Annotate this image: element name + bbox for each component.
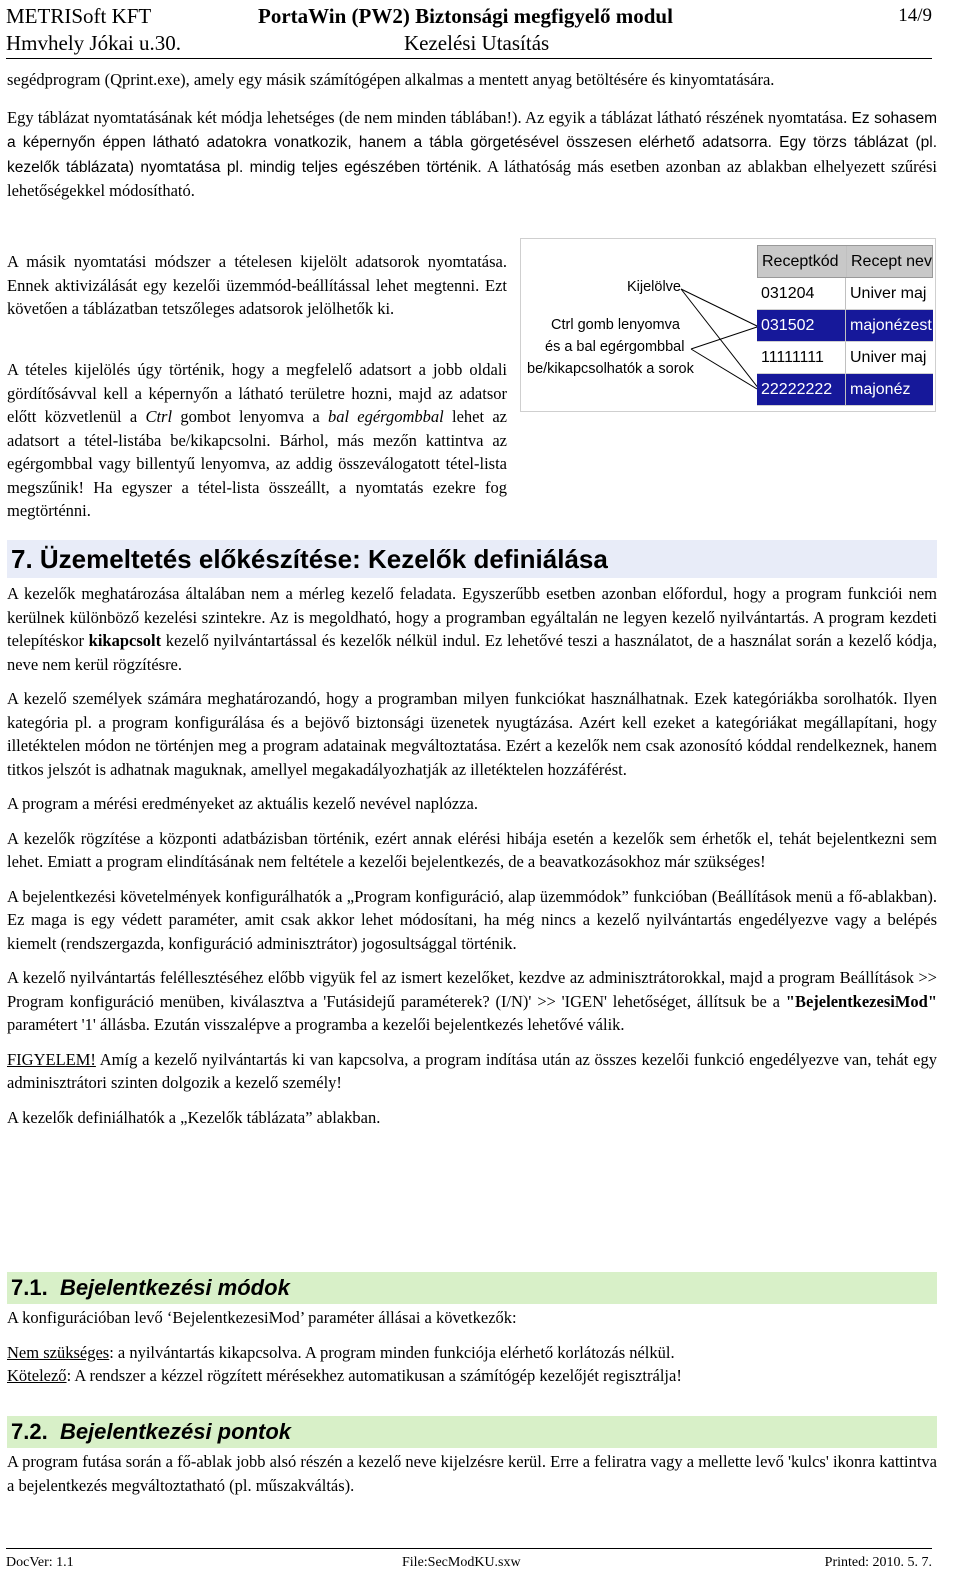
s7-p1-bold: kikapcsolt [88, 631, 162, 650]
section-7-1-title: Bejelentkezési módok [59, 1275, 290, 1300]
section-7-paragraph-8: A kezelők definiálhatók a „Kezelők táblázata” ablakban. [7, 1107, 381, 1127]
section-7-2-heading [7, 1416, 937, 1448]
figure-cell-code: 11111111 [761, 349, 824, 366]
section-7-paragraph-5: A bejelentkezési követelmények konfigurálhatók a „Program konfiguráció, alap üzemmódok” funkcióban (Beállítások menü a fő-ablakban). Ez maga is egy védett paraméter, amit csak akkor lehet módosítani, ha még nincs a kezelő nyilvántartás engedélyezve vagy a belépés kiemelt (rendszergazda, konfiguráció adminisztrátor) jogosultsággal történik. [7, 886, 937, 953]
intro-side-block [7, 250, 507, 332]
figure-table-row [757, 310, 933, 342]
company-name: METRISoft KFT [6, 4, 152, 28]
figure-cell-name: Univer maj [845, 278, 933, 309]
s7-p1-start: A kezelők meghatározása általában nem a mérleg kezelő feladata. Egyszerűbb esetben azonban előfordul, hogy a program funkciói nem kerülnek különböző kezelési szintekre. Az is megoldható, hogy a programban egyáltalán ne legyen kezelő nyilvántartás. A program kezdeti telepítéskor [7, 584, 937, 650]
mode-text: : A rendszer a kézzel rögzített mérésekhez automatikusan a számítógép kezelőjét regisztrálja! [66, 1366, 682, 1385]
figure-col-code: Receptkód [762, 253, 839, 270]
selection-screenshot-figure [520, 238, 936, 412]
section-7-paragraph-1 [7, 582, 937, 676]
section-7-1-intro: A konfigurációban levő ‘BejelentkezesiMod’ paraméter állásai a következők: [7, 1308, 517, 1327]
intro-paragraph-2a: Egy táblázat nyomtatásának két módja lehetséges (de nem minden táblában!). Az egyik a táblázat látható részének nyomtatása. [7, 107, 848, 127]
page-footer [6, 1548, 932, 1589]
p4-mid: gombot lenyomva a [172, 407, 328, 426]
page-number: 14/9 [898, 5, 932, 26]
figure-table [757, 245, 933, 406]
warning-label: FIGYELEM! [7, 1049, 96, 1069]
figure-cell-code: 22222222 [761, 381, 833, 398]
intro-block [7, 68, 937, 214]
figure-cell-name: majonéz [845, 374, 933, 405]
figure-label-ctrl: Ctrl gomb lenyomva [551, 317, 680, 333]
section-7-paragraph-2: A kezelő személyek számára meghatározandó, hogy a programban milyen funkciókat használhatnak. Ezek kategóriákba sorolhatók. Ilyen kategória pl. a program konfigurálása és a bejövő biztonsági üzenetek nyugtázása. Azért kell ezeket a kategóriákat megállapítani, hogy illetéktelen módon ne történjen meg a program adatainak megváltoztatása. Ezért a kezelők nem csak azonosító kóddal rendelkeznek, hanem titkos jelszót is adhatnak maguknak, amellyel megakadályozhatják az illetéktelen hozzáférést. [7, 689, 937, 779]
p4-bal: bal egérgombbal [327, 407, 444, 426]
mode-term: Kötelező [7, 1366, 67, 1385]
mode-term: Nem szükséges [7, 1342, 110, 1362]
intro-paragraph-3: A másik nyomtatási módszer a tételesen kijelölt adatsorok nyomtatása. Ennek aktivizálását egy kezelői üzemmód-beállítással lehet megtenni. Ezt követően a táblázatban tetszőleges adatsorok jelölhetők ki. [7, 252, 507, 318]
footer-printed: Printed: 2010. 5. 7. [824, 1555, 932, 1570]
section-7-2-number: 7.2. [11, 1419, 48, 1444]
s7-p6-start: A kezelő nyilvántartás feléllesztéséhez előbb vigyük fel az ismert kezelőket, kezdve az adminisztrátorokkal, majd a program Beállítások >> Program konfiguráció menüben, kiválasztva a 'Futásidejű paraméterek? (I/N)' >> 'IGEN' lehetőséget, állítsuk be a [7, 968, 937, 1011]
section-7-1-heading [7, 1272, 937, 1304]
section-7-2 [7, 1416, 937, 1508]
figure-cell-code: 031502 [761, 317, 815, 334]
footer-docver: DocVer: 1.1 [6, 1555, 74, 1570]
section-7-paragraph-6 [7, 966, 937, 1037]
intro-paragraph-2c: A láthatóság más esetben azonban az ablakban elhelyezett szűrési lehetőségekkel módosítható. [7, 156, 937, 200]
figure-label-bekik: be/kikapcsolhatók a sorok [527, 361, 694, 377]
section-7-2-title: Bejelentkezési pontok [59, 1419, 292, 1444]
figure-label-es: és a bal egérgombbal [545, 339, 685, 355]
footer-file: File:SecModKU.sxw [402, 1555, 521, 1570]
figure-cell-name: majonézest [845, 310, 933, 341]
intro-paragraph-1: segédprogram (Qprint.exe), amely egy másik számítógépen alkalmas a mentett anyag betöltésére és kinyomtatására. [7, 70, 775, 89]
intro-paragraph-2 [7, 106, 937, 203]
figure-table-header [757, 245, 933, 278]
section-7-heading: 7. Üzemeltetés előkészítése: Kezelők definiálása [7, 540, 937, 578]
figure-cell-code: 031204 [761, 285, 815, 302]
section-7-1 [7, 1272, 937, 1399]
document-title: PortaWin (PW2) Biztonsági megfigyelő modul [258, 4, 673, 28]
p4-start: A tételes kijelölés úgy történik, hogy a megfelelő adatsort a jobb oldali gördítősávval kell a képernyőn a látható területre hozni, majd az adatsor előtt közvetlenül a [7, 360, 507, 426]
figure-table-row [757, 342, 933, 374]
p4-ctrl: Ctrl [145, 407, 173, 426]
figure-label-kijelolve: Kijelölve [627, 279, 681, 295]
p4-wrap [7, 358, 507, 523]
s7-p1-end: kezelő nyilvántartással és kezelők nélkül indul. Ez lehetővé teszi a használatot, de a használat során a kezelő kódja, neve nem kerül rögzítésre. [7, 631, 937, 674]
section-7-1-number: 7.1. [11, 1275, 48, 1300]
p4-end: lehet az adatsort a tétel-listába be/kikapcsolni. Bárhol, más mezőn kattintva az egérgombbal vagy billentyű lenyomva, az addig összeválogatott tétel-lista megszűnik! Ha egyszer a tétel-lista összeállt, a nyomtatás ezekre fog megtörténni. [7, 407, 507, 520]
mode-item [7, 1341, 937, 1365]
mode-text: : a nyilvántartás kikapcsolva. A program minden funkciója elérhető korlátozás nélkül. [109, 1342, 675, 1362]
mode-item [7, 1364, 937, 1388]
section-7-paragraph-3: A program a mérési eredményeket az aktuális kezelő nevével naplózza. [7, 794, 478, 813]
intro-paragraph-2b: Ez sohasem a képernyőn éppen látható adatokra vonatkozik, hanem a tábla görgetésével összesen elérhető adatsorra. Egy törzs táblázat (pl. kezelők táblázata) nyomtatása pl. mindig teljes egészében történik. [7, 109, 937, 176]
section-7-paragraph-4: A kezelők rögzítése a központi adatbázisban történik, ezért annak elérési hibája esetén a kezelők sem érhetők el, tehát bejelentkezni sem lehet. Emiatt a program elindításának nem feltétele a kezelői bejelentkezés, de a beavatkozásokhoz már szükséges! [7, 828, 937, 871]
s7-p6-end: paramétert '1' állásba. Ezután visszalépve a programba a kezelői bejelentkezés lehetővé válik. [7, 1015, 625, 1034]
page-header [6, 2, 932, 59]
section-7-paragraph-7 [7, 1048, 937, 1095]
s7-p6-bold: "BejelentkezesiMod" [785, 991, 937, 1011]
figure-table-row [757, 374, 933, 406]
figure-cell-name: Univer maj [845, 342, 933, 373]
s7-p7-rest: Amíg a kezelő nyilvántartás ki van kapcsolva, a program indítása után az összes kezelői funkció engedélyezve van, tehát egy adminisztrátori szinten dolgozik a kezelő személy! [7, 1049, 937, 1092]
document-subtitle: Kezelési Utasítás [404, 31, 550, 55]
section-7 [7, 540, 937, 1140]
figure-col-name: Recept nev [846, 246, 934, 277]
company-address: Hmvhely Jókai u.30. [6, 31, 181, 55]
figure-table-row [757, 278, 933, 310]
section-7-2-paragraph: A program futása során a fő-ablak jobb alsó részén a kezelő neve kijelzésre kerül. Erre a feliratra vagy a mellette levő 'kulcs' ikonra kattintva a bejelentkezés megváltoztatható (pl. műszakváltás). [7, 1452, 937, 1495]
